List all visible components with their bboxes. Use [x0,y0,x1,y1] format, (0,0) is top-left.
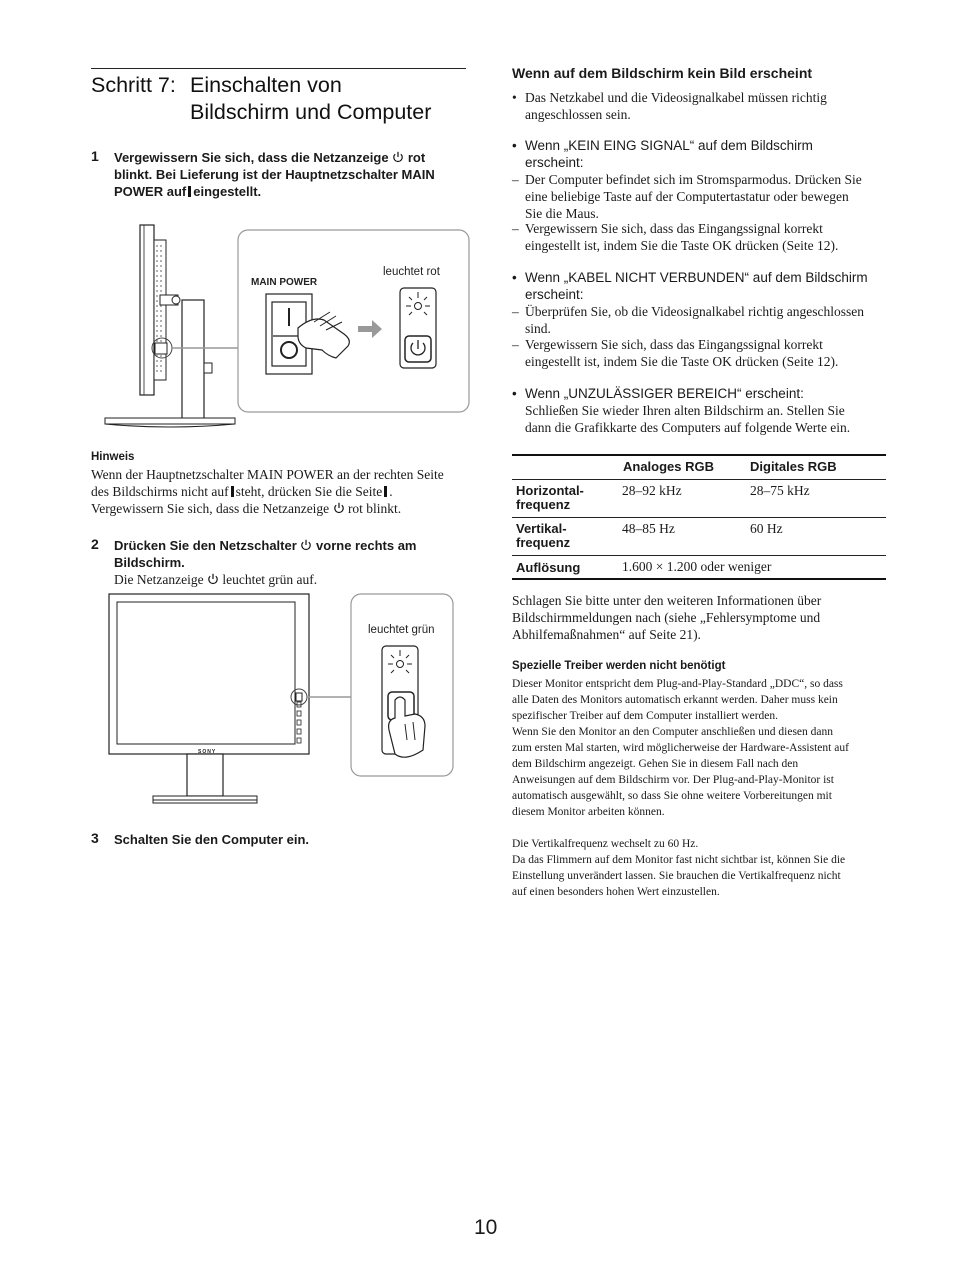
note-heading: Hinweis [91,451,135,463]
bullet-dot: • [512,386,517,401]
text-line: eingestellt ist, indem Sie die Taste OK drücken (Seite 12). [525,238,839,253]
note-body [91,466,471,517]
step-1-text [114,149,474,200]
bullet-1-line1: Das Netzkabel und die Videosignalkabel müssen richtig [525,90,827,105]
text-line: Der Computer befindet sich im Stromsparmodus. Drücken Sie [525,172,862,187]
on-position-icon [188,186,191,197]
power-icon [392,151,404,163]
text-line: Sie die Maus. [525,206,599,221]
power-icon [207,573,219,585]
bullet-4-line1: Wenn „UNZULÄSSIGER BEREICH“ erscheint: [525,386,804,401]
vertical-frequency-paragraph [512,836,897,900]
text-line: Schlagen Sie bitte unter den weiteren Informationen über [512,593,822,608]
table-top-rule [512,454,886,456]
bullet-2 [525,137,813,171]
row-label: Vertikal- [516,521,567,536]
more-info-paragraph [512,592,892,643]
dash: – [512,337,519,352]
section-heading: Wenn auf dem Bildschirm kein Bild erscheint [512,65,813,81]
brand-logo: SONY [198,749,217,755]
bullet-3-detail-1 [525,303,895,337]
text-line: Abhilfemaßnahmen“ auf Seite 21). [512,627,701,642]
title-rule [91,68,466,69]
step-1-line2: blinkt. Bei Lieferung ist der Hauptnetzschalter MAIN [114,167,435,182]
bullet-dot: • [512,270,517,285]
step-2-part1: Drücken Sie den Netzschalter [114,538,297,553]
row-label: frequenz [516,535,571,550]
bullet-1-line2: angeschlossen sein. [525,107,631,122]
text-line: Die Vertikalfrequenz wechselt zu 60 Hz. [512,838,699,850]
driver-heading: Spezielle Treiber werden nicht benötigt [512,660,726,672]
driver-paragraph [512,676,897,820]
page-number: 10 [474,1216,498,1239]
step-1-line3a: POWER auf [114,184,187,199]
table-row-rule [512,517,886,518]
power-icon [333,502,345,514]
text-line: Wenn Sie den Monitor an den Computer anschließen und diesen dann [512,726,834,738]
bullet-2-detail-2 [525,220,895,254]
text-line: Da das Flimmern auf dem Monitor fast nicht sichtbar ist, können Sie die [512,854,846,866]
text-line: eingestellt ist, indem Sie die Taste OK drücken (Seite 12). [525,354,839,369]
bullet-3 [525,269,868,303]
note-line3a: Vergewissern Sie sich, dass die Netzanzeige [91,501,330,516]
step-2-part2: vorne rechts am [316,538,417,553]
led-label-red: leuchtet rot [383,266,440,278]
step-2-sub-a: Die Netzanzeige [114,572,204,587]
step-2-text [114,537,474,571]
dash: – [512,304,519,319]
page-title-line1: Einschalten von [190,73,342,97]
bullet-2-detail-1 [525,171,895,222]
step-3-text: Schalten Sie den Computer ein. [114,832,310,847]
table-row-rule [512,555,886,556]
dash: – [512,221,519,236]
table-cell: 48–85 Hz [622,521,675,536]
step-2-sub [114,571,317,588]
table-bottom-rule [512,578,886,580]
text-line: Bildschirmmeldungen nach (siehe „Fehlersymptome und [512,610,821,625]
bullet-2-line2: erscheint: [525,155,584,170]
figure-front-power [105,590,457,808]
bullet-3-line1: Wenn „KABEL NICHT VERBUNDEN“ auf dem Bildschirm [525,270,868,285]
text-line: dem Bildschirm angezeigt. Gehen Sie in diesem Fall nach den [512,758,799,770]
text-line: Anweisungen auf dem Bildschirm vor. Der Plug-and-Play-Monitor ist [512,774,834,786]
note-line2c: . [389,484,393,499]
step-2-number: 2 [91,536,99,552]
bullet-dot: • [512,138,517,153]
main-power-label: MAIN POWER [251,277,318,288]
table-row-resolution: Auflösung [516,560,581,575]
text-line: automatisch ausgewählt, so dass Sie ohne weitere Vorbereitungen mit [512,790,832,802]
bullet-3-line2: erscheint: [525,287,584,302]
text-line: diesem Monitor arbeiten können. [512,806,665,818]
step-2-sub-b: leuchtet grün auf. [222,572,318,587]
table-row-horizontal [516,484,584,512]
text-line: auf einen besonders hohen Wert einzustellen. [512,886,720,898]
step-1-line3b: eingestellt. [193,184,262,199]
bullet-3-detail-2 [525,336,895,370]
note-line2a: des Bildschirms nicht auf [91,484,229,499]
text-line: Überprüfen Sie, ob die Videosignalkabel richtig angeschlossen [525,304,864,319]
note-line2b: steht, drücken Sie die Seite [235,484,383,499]
table-cell: 28–75 kHz [750,483,810,498]
row-label: Horizontal- [516,483,584,498]
bullet-4-line2: Schließen Sie wieder Ihren alten Bildschirm an. Stellen Sie [525,403,845,418]
figure-main-power [100,220,472,430]
power-icon [300,539,312,551]
text-line: eine beliebige Taste auf der Computertastatur oder bewegen [525,189,849,204]
text-line: zum ersten Mal starten, wird möglicherweise der Hardware-Assistent auf [512,742,849,754]
table-cell: 60 Hz [750,521,783,536]
table-row-vertical [516,522,570,550]
step-3-number: 3 [91,830,99,846]
step-1-part2: rot [407,150,426,165]
note-line1: Wenn der Hauptnetzschalter MAIN POWER an der rechten Seite [91,467,444,482]
text-line: alle Daten des Monitors automatisch erkannt werden. Daher muss kein [512,694,838,706]
bullet-dot: • [512,90,517,105]
bullet-1 [525,89,890,123]
bullet-4-line3: dann die Grafikkarte des Computers auf folgende Werte ein. [525,420,851,435]
table-cell: 28–92 kHz [622,483,682,498]
step-1-part1: Vergewissern Sie sich, dass die Netzanzeige [114,150,389,165]
note-line3b: rot blinkt. [347,501,402,516]
on-position-icon [231,486,234,497]
spec-table [512,454,886,581]
bullet-4-body [525,402,895,436]
text-line: sind. [525,321,551,336]
step-1-number: 1 [91,148,99,164]
bullet-2-line1: Wenn „KEIN EING SIGNAL“ auf dem Bildschirm [525,138,813,153]
text-line: Vergewissern Sie sich, dass das Eingangssignal korrekt [525,337,823,352]
table-cell: 1.600 × 1.200 oder weniger [622,559,772,574]
led-label-green: leuchtet grün [368,624,435,636]
table-header-digital: Digitales RGB [750,459,837,474]
page-title-line2: Bildschirm und Computer [190,100,432,124]
on-position-icon [384,486,387,497]
row-label: frequenz [516,497,571,512]
dash: – [512,172,519,187]
text-line: spezifischer Treiber auf dem Computer installiert werden. [512,710,779,722]
text-line: Vergewissern Sie sich, dass das Eingangssignal korrekt [525,221,823,236]
table-row-rule [512,479,886,480]
page-title: Schritt 7: [91,73,176,97]
text-line: Dieser Monitor entspricht dem Plug-and-Play-Standard „DDC“, so dass [512,678,843,690]
text-line: Einstellung unverändert lassen. Sie brauchen die Vertikalfrequenz nicht [512,870,841,882]
table-header-analog: Analoges RGB [623,459,715,474]
step-2-line2: Bildschirm. [114,555,185,570]
